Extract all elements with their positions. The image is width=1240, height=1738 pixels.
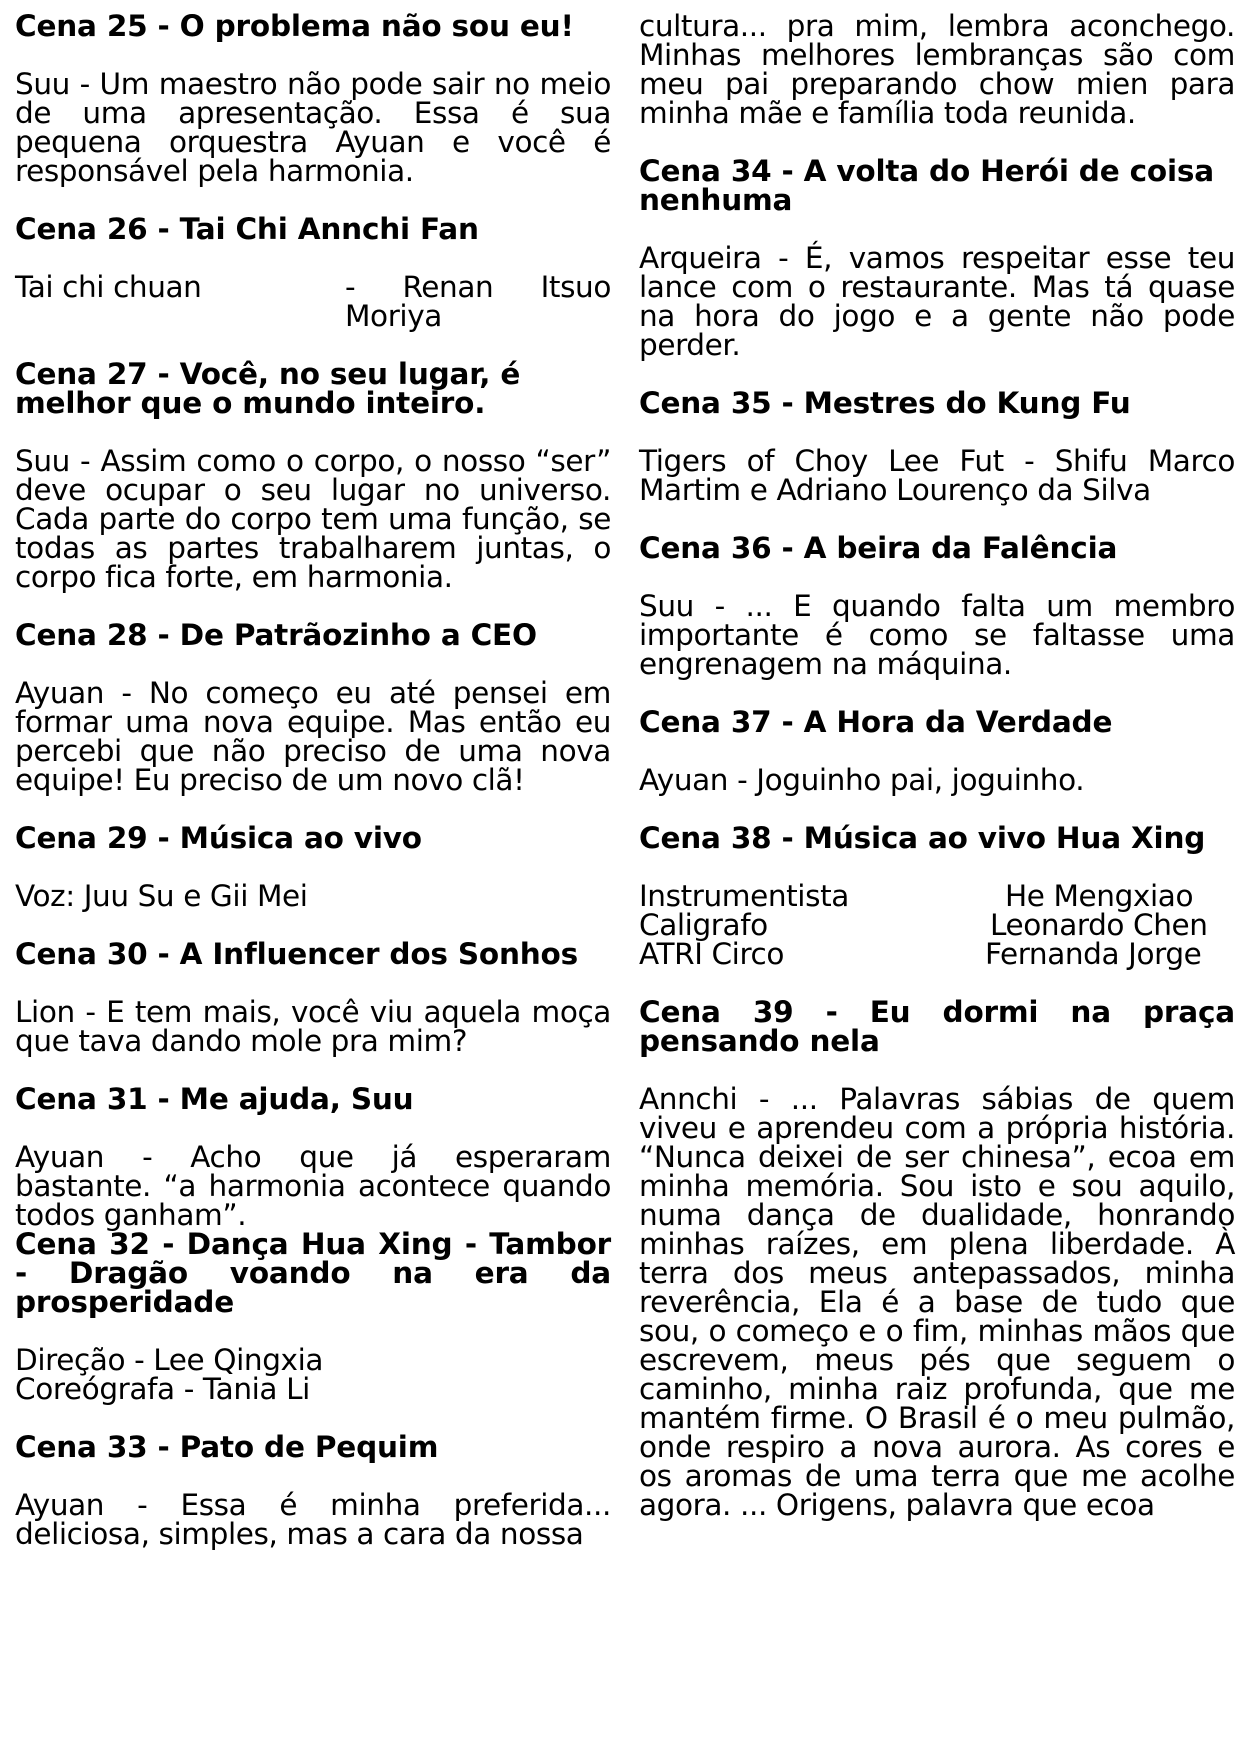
scene-27-heading: Cena 27 - Você, no seu lugar, é melhor que o mundo inteiro. (15, 357, 521, 420)
scene-26-credit (15, 270, 611, 333)
credit-name: Fernanda Jorge (985, 937, 1202, 971)
credit-row (639, 908, 1235, 942)
credit-row (639, 937, 1235, 971)
credit-role: Caligrafo (639, 908, 768, 942)
scene-28-heading: Cena 28 - De Patrãozinho a CEO (15, 618, 537, 652)
scene-38-credits (639, 879, 1235, 971)
credit-role: Instrumentista (639, 879, 849, 913)
scene-36-heading: Cena 36 - A beira da Falência (639, 531, 1118, 565)
scene-32-credits (15, 1343, 611, 1406)
scene-33-heading: Cena 33 - Pato de Pequim (15, 1430, 439, 1464)
scene-29-heading: Cena 29 - Música ao vivo (15, 821, 422, 855)
scene-31-heading: Cena 31 - Me ajuda, Suu (15, 1082, 414, 1116)
scene-30-text: Lion - E tem mais, você viu aquela moça que tava dando mole pra mim? (15, 995, 611, 1058)
right-column (639, 9, 1235, 1549)
scene-25-heading: Cena 25 - O problema não sou eu! (15, 9, 574, 43)
scene-35-text: Tigers of Choy Lee Fut - Shifu Marco Martim e Adriano Lourenço da Silva (639, 444, 1235, 507)
credit-row (639, 879, 1235, 913)
scene-39-text: Annchi - ... Palavras sábias de quem viveu e aprendeu com a própria história. “Nunca deixei de ser chinesa”, ecoa em minha memória. Sou isto e sou aquilo, numa dança de dualidade, honrando minhas raízes, em plena liberdade. À terra dos meus antepassados, minha reverência, Ela é a base de tudo que sou, o começo e o fim, minhas mãos que escrevem, meus pés que seguem o caminho, minha raiz profunda, que me mantém firme. O Brasil é o meu pulmão, onde respiro a nova aurora. As cores e os aromas de uma terra que me acolhe agora. ... Origens, palavra que ecoa (639, 1082, 1235, 1522)
scene-35-heading: Cena 35 - Mestres do Kung Fu (639, 386, 1131, 420)
credit-name: He Mengxiao (1005, 879, 1194, 913)
scene-34-text: Arqueira - É, vamos respeitar esse teu lance com o restaurante. Mas tá quase na hora do jogo e a gente não pode perder. (639, 241, 1235, 362)
scene-38-heading: Cena 38 - Música ao vivo Hua Xing (639, 821, 1206, 855)
scene-37-text: Ayuan - Joguinho pai, joguinho. (639, 763, 1085, 797)
scene-26-credit-role: Tai chi chuan (15, 270, 202, 304)
scene-30-heading: Cena 30 - A Influencer dos Sonhos (15, 937, 578, 971)
scene-27-text: Suu - Assim como o corpo, o nosso “ser” deve ocupar o seu lugar no universo. Cada parte do corpo tem uma função, se todas as partes trabalharem juntas, o corpo fica forte, em harmonia. (15, 444, 611, 594)
scene-32-choreographer: Coreógrafa - Tania Li (15, 1372, 310, 1406)
scene-28-text: Ayuan - No começo eu até pensei em formar uma nova equipe. Mas então eu percebi que não preciso de uma nova equipe! Eu preciso de um novo clã! (15, 676, 611, 797)
scene-25-text: Suu - Um maestro não pode sair no meio de uma apresentação. Essa é sua pequena orquestra Ayuan e você é responsável pela harmonia. (15, 67, 611, 188)
credit-name: Leonardo Chen (990, 908, 1208, 942)
scene-33-continued-text: cultura... pra mim, lembra aconchego. Minhas melhores lembranças são com meu pai preparando chow mien para minha mãe e família toda reunida. (639, 9, 1235, 130)
scene-32-direction: Direção - Lee Qingxia (15, 1343, 324, 1377)
scene-29-text: Voz: Juu Su e Gii Mei (15, 879, 308, 913)
scene-32-heading: Cena 32 - Dança Hua Xing - Tambor - Dragão voando na era da prosperidade (15, 1227, 611, 1319)
scene-26-credit-name: - Renan Itsuo Moriya (345, 270, 611, 333)
scene-34-heading: Cena 34 - A volta do Herói de coisa nenhuma (639, 154, 1214, 217)
scene-37-heading: Cena 37 - A Hora da Verdade (639, 705, 1113, 739)
scene-26-heading: Cena 26 - Tai Chi Annchi Fan (15, 212, 479, 246)
credit-role: ATRI Circo (639, 937, 785, 971)
scene-39-heading: Cena 39 - Eu dormi na praça pensando nela (639, 995, 1235, 1058)
scene-31-text: Ayuan - Acho que já esperaram bastante. “a harmonia acontece quando todos ganham”. (15, 1140, 611, 1232)
scene-33-text: Ayuan - Essa é minha preferida... deliciosa, simples, mas a cara da nossa (15, 1488, 611, 1551)
left-column (15, 9, 611, 1578)
scene-36-text: Suu - ... E quando falta um membro importante é como se faltasse uma engrenagem na máquina. (639, 589, 1235, 681)
